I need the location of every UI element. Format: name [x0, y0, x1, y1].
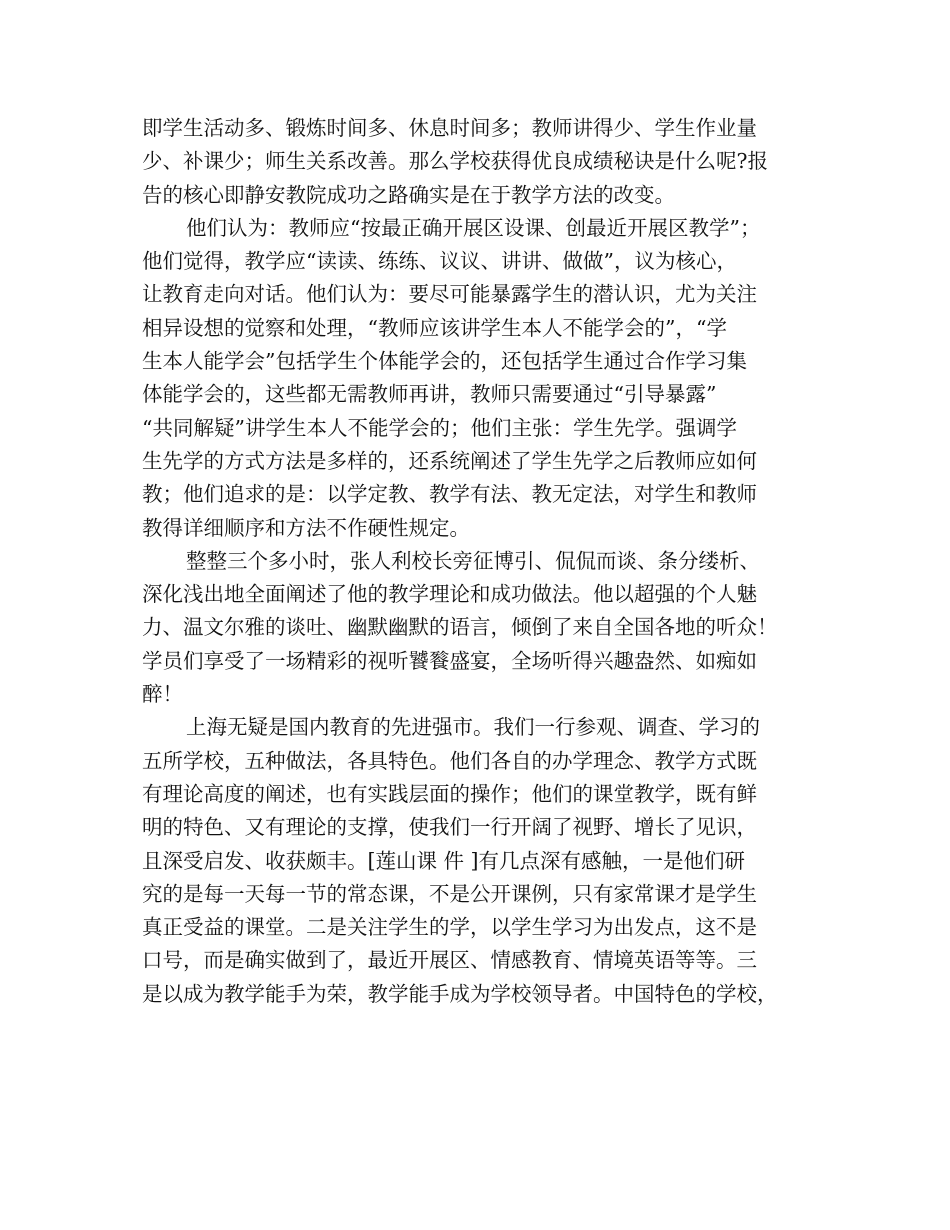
text-line: “共同解疑”讲学生本人不能学会的；他们主张：学生先学。强调学: [142, 415, 737, 440]
document-page: [142, 112, 832, 1011]
text-line: 明的特色、又有理论的支撑，使我们一行开阔了视野、增长了见识，: [142, 815, 757, 840]
text-line: 口号，而是确实做到了，最近开展区、情感教育、情境英语等等。三: [142, 948, 757, 973]
text-line: 相异设想的觉察和处理，“教师应该讲学生本人不能学会的”，“学: [142, 315, 727, 340]
text-line: 即学生活动多、锻炼时间多、休息时间多；教师讲得少、学生作业量: [142, 116, 757, 140]
text-line: 告的核心即静安教院成功之路确实是在于教学方法的改变。: [142, 182, 675, 207]
text-line: 体能学会的，这些都无需教师再讲，教师只需要通过“引导暴露”: [142, 382, 717, 407]
text-line: 有理论高度的阐述，也有实践层面的操作；他们的课堂教学，既有鲜: [142, 781, 757, 806]
text-line: 究的是每一天每一节的常态课，不是公开课例，只有家常课才是学生: [142, 881, 757, 906]
text-line: 整整三个多小时，张人利校长旁征博引、侃侃而谈、条分缕析、: [186, 548, 760, 573]
text-line: 生先学的方式方法是多样的，还系统阐述了学生先学之后教师应如何: [142, 448, 757, 473]
text-line: 他们觉得，教学应“读读、练练、议议、讲讲、做做”，议为核心，: [142, 249, 737, 274]
paragraph-1: [142, 112, 832, 212]
text-line: 教；他们追求的是：以学定教、教学有法、教无定法，对学生和教师: [142, 482, 757, 507]
text-line: 他们认为：教师应“按最正确开展区设课、创最近开展区教学”；: [186, 215, 761, 240]
paragraph-2: [142, 212, 832, 545]
text-line: 教得详细顺序和方法不作硬性规定。: [142, 515, 470, 540]
text-line: 力、温文尔雅的谈吐、幽默幽默的语言，倾倒了来自全国各地的听众！: [142, 615, 778, 640]
text-line: 深化浅出地全面阐述了他的教学理论和成功做法。他以超强的个人魅: [142, 582, 757, 607]
text-line: 五所学校，五种做法，各具特色。他们各自的办学理念、教学方式既: [142, 748, 757, 773]
text-line: 少、补课少；师生关系改善。那么学校获得优良成绩秘诀是什么呢?报: [142, 149, 768, 174]
text-line: 是以成为教学能手为荣，教学能手成为学校领导者。中国特色的学校，: [142, 981, 778, 1006]
text-line: 生本人能学会”包括学生个体能学会的，还包括学生通过合作学习集: [142, 349, 747, 374]
text-line: 真正受益的课堂。二是关注学生的学，以学生学习为出发点，这不是: [142, 915, 757, 940]
paragraph-4: [142, 711, 832, 1011]
paragraph-3: [142, 545, 832, 711]
text-line: 上海无疑是国内教育的先进强市。我们一行参观、调查、学习的: [186, 715, 760, 740]
text-line: 醉！: [142, 682, 183, 707]
text-line: 且深受启发、收获颇丰。[莲山课 件 ]有几点深有感触，一是他们研: [142, 848, 746, 873]
text-line: 学员们享受了一场精彩的视听饕餮盛宴，全场听得兴趣盎然、如痴如: [142, 648, 757, 673]
text-line: 让教育走向对话。他们认为：要尽可能暴露学生的潜认识，尤为关注: [142, 282, 757, 307]
